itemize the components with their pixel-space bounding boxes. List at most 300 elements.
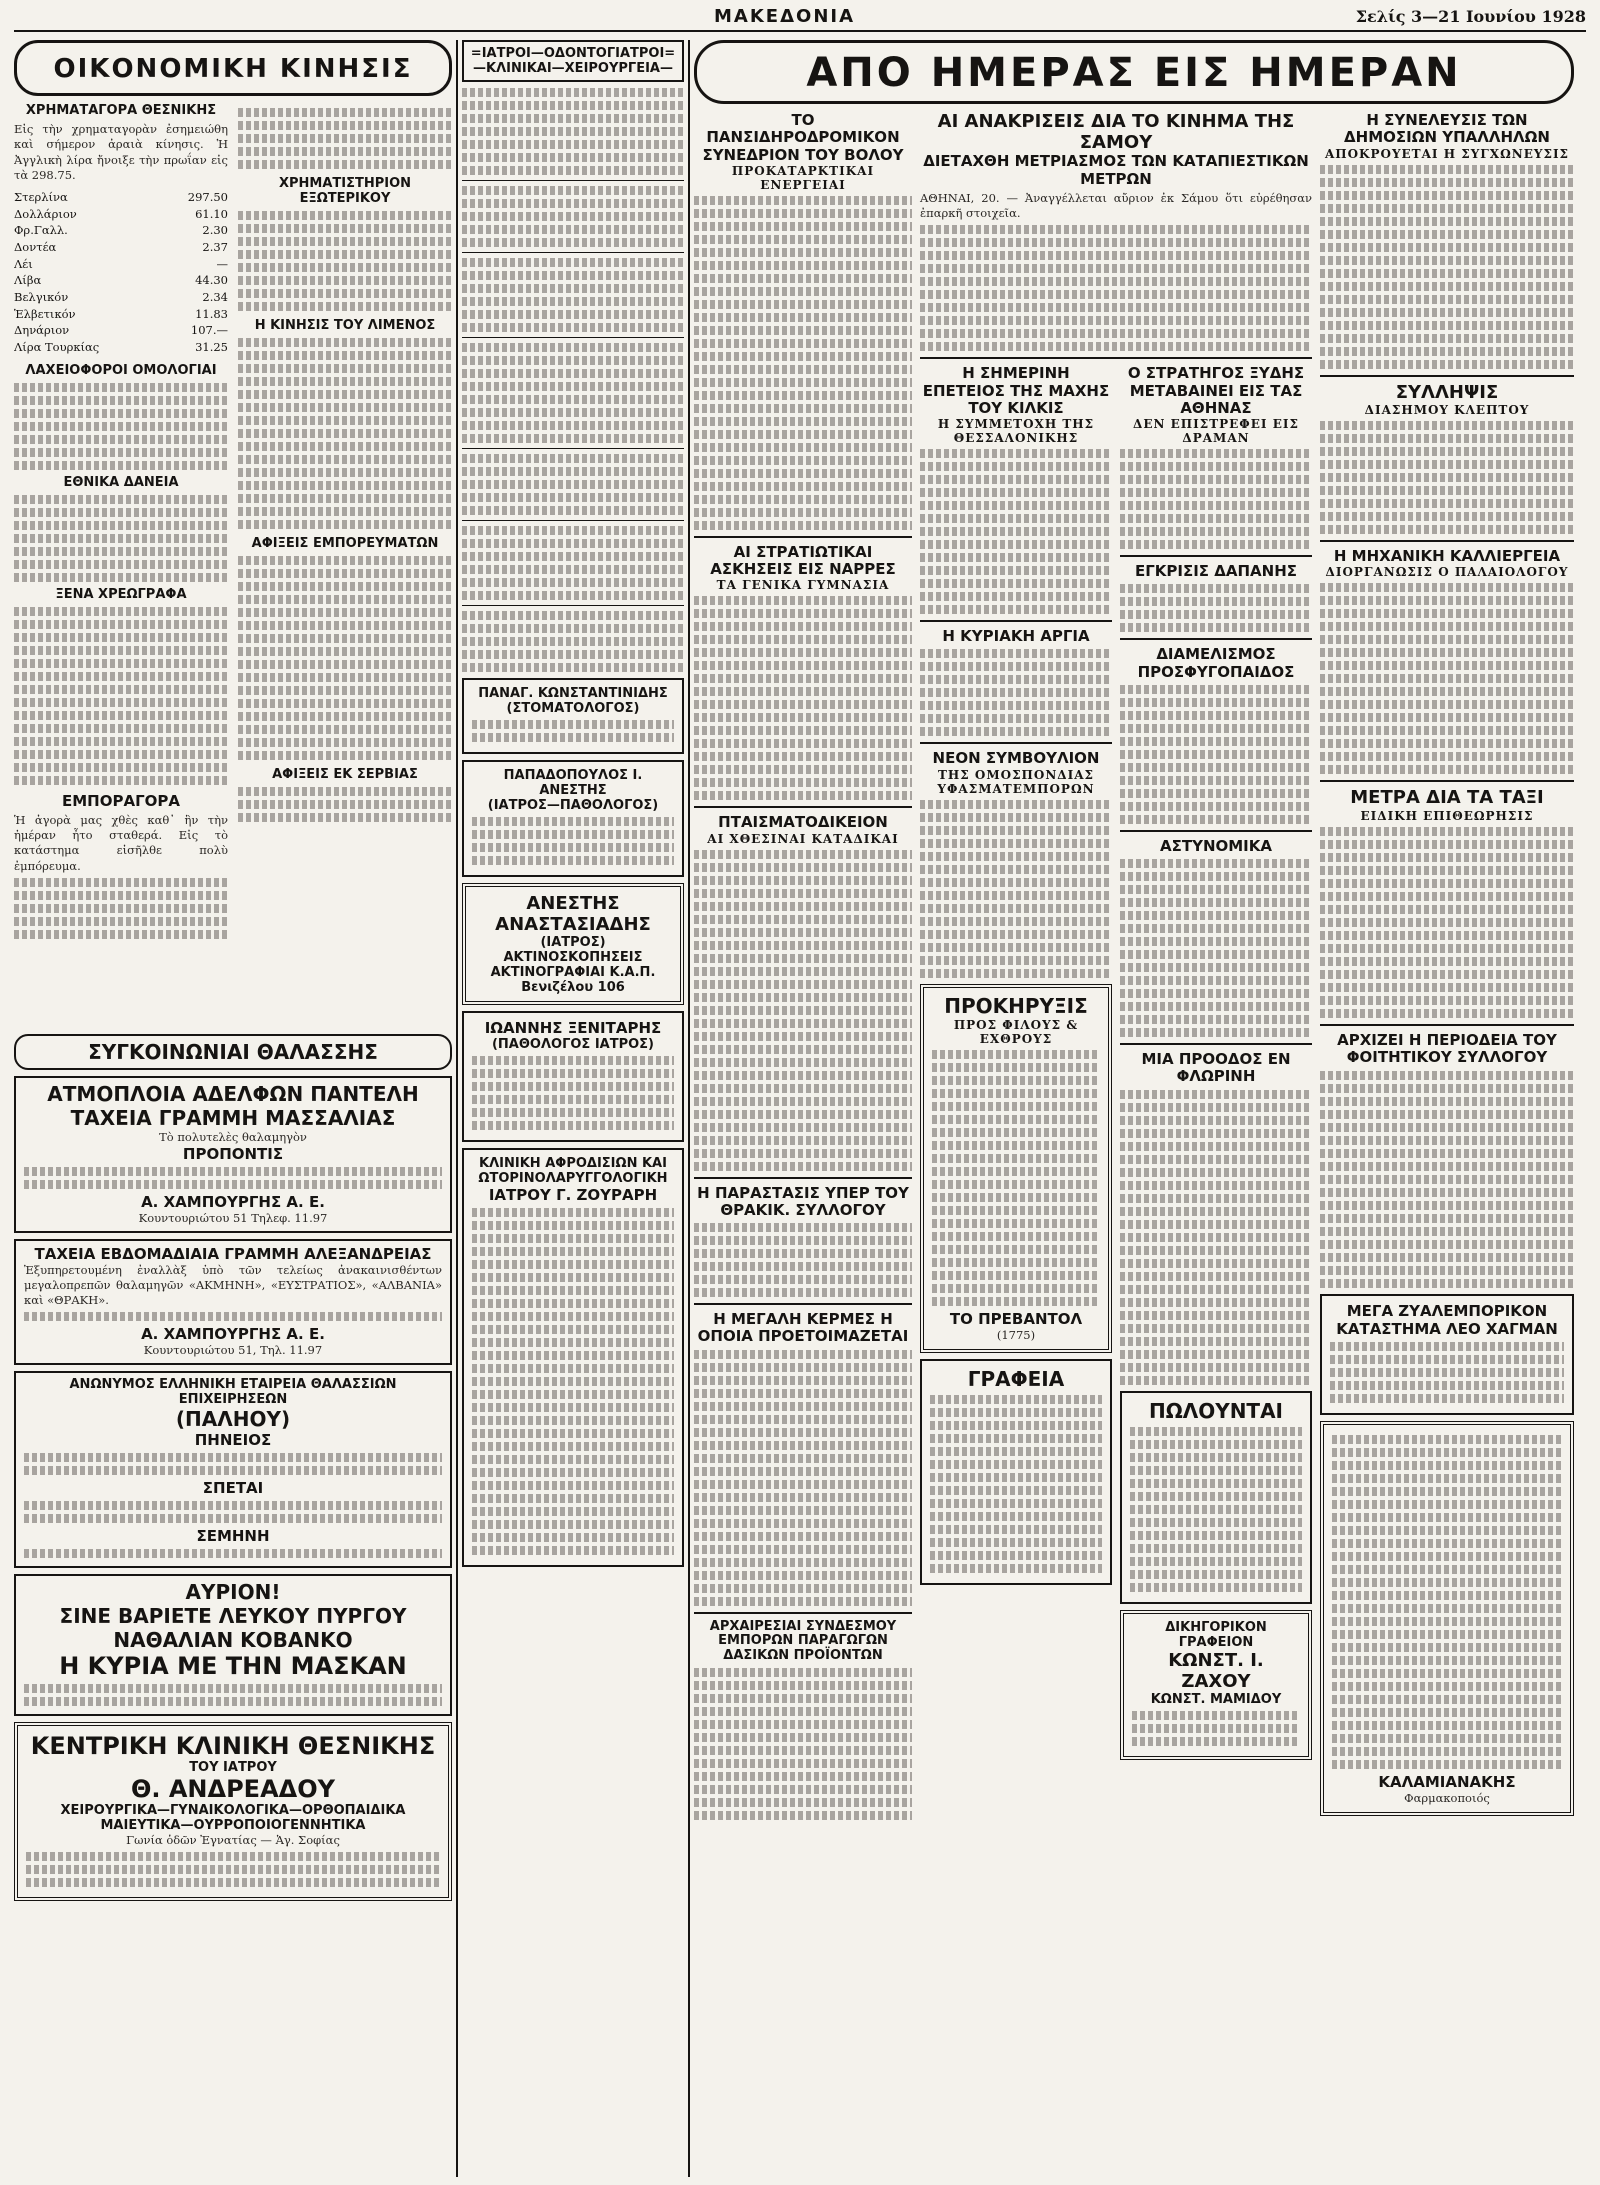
text-line bbox=[920, 969, 1112, 978]
doctor-ad-4 bbox=[462, 1011, 684, 1142]
text-line bbox=[462, 225, 684, 234]
text-line bbox=[14, 763, 228, 772]
text-line bbox=[14, 461, 228, 470]
news-column bbox=[694, 40, 1574, 2177]
text-line bbox=[1332, 1513, 1562, 1522]
quote-row bbox=[14, 272, 228, 289]
text-line bbox=[472, 1533, 674, 1542]
text-line bbox=[1320, 765, 1574, 774]
text-line bbox=[14, 620, 228, 629]
quote-row bbox=[14, 206, 228, 223]
text-line bbox=[238, 813, 452, 822]
text-line bbox=[462, 382, 684, 391]
text-line bbox=[694, 430, 912, 439]
text-line bbox=[472, 843, 674, 852]
lottery-heading: ΛΑΧΕΙΟΦΟΡΟΙ ΟΜΟΛΟΓΙΑΙ bbox=[25, 362, 217, 378]
text-line bbox=[472, 1260, 674, 1269]
text-line bbox=[1132, 1711, 1300, 1720]
text-line bbox=[462, 454, 684, 463]
headline-text: Ο ΣΤΡΑΤΗΓΟΣ ΞΥΔΗΣ ΜΕΤΑΒΑΙΝΕΙ ΕΙΣ ΤΑΣ ΑΘΗΝΑΣ bbox=[1127, 364, 1305, 417]
text-line bbox=[1120, 911, 1312, 920]
text-line bbox=[694, 196, 912, 205]
text-line bbox=[1120, 1324, 1312, 1333]
text-line bbox=[694, 1506, 912, 1515]
headline-text: Ἐξυπηρετουμένη ἐναλλὰξ ὑπὸ τῶν τελείως ἀνακαινισθέντων μεγαλοπρεπῶν θαλαμηγῶν «ΑΚΜΗΝΗ», «ΕΥΣΤΡΑΤΙΟΣ», «ΑΛΒΑΝΙΑ» καὶ «ΘΡΑΚΗ». bbox=[24, 1262, 442, 1308]
text-line bbox=[930, 1473, 1102, 1482]
text-line bbox=[1130, 1518, 1302, 1527]
text-line bbox=[920, 904, 1112, 913]
divider bbox=[462, 337, 684, 338]
market-subcolumn bbox=[14, 104, 228, 1034]
text-line bbox=[1320, 944, 1574, 953]
text-line bbox=[694, 596, 912, 605]
headline-text: Η ΠΑΡΑΣΤΑΣΙΣ ΥΠΕΡ ΤΟΥ ΘΡΑΚΙΚ. ΣΥΛΛΟΓΟΥ bbox=[697, 1183, 909, 1219]
headline-text: Ἑλβετικόν bbox=[14, 306, 76, 321]
text-line bbox=[1120, 950, 1312, 959]
text-line bbox=[238, 725, 452, 734]
text-line bbox=[920, 839, 1112, 848]
text-line bbox=[930, 1564, 1102, 1573]
text-line bbox=[930, 1499, 1102, 1508]
text-line bbox=[1330, 1394, 1564, 1403]
text-line bbox=[1120, 724, 1312, 733]
text-line bbox=[920, 930, 1112, 939]
text-line bbox=[694, 915, 912, 924]
text-line bbox=[920, 852, 1112, 861]
doctor-ad-1 bbox=[462, 678, 684, 754]
text-line bbox=[694, 1746, 912, 1755]
text-line bbox=[472, 1351, 674, 1360]
headline-text: ΜΙΑ ΠΡΟΟΔΟΣ ΕΝ ΦΛΩΡΙΝΗ bbox=[1141, 1050, 1291, 1086]
text-line bbox=[694, 521, 912, 530]
text-line bbox=[238, 468, 452, 477]
text-line bbox=[1120, 1207, 1312, 1216]
text-line bbox=[1120, 859, 1312, 868]
headline-text: ΠΤΑΙΣΜΑΤΟΔΙΚΕΙΟΝ bbox=[718, 813, 888, 832]
shipping-ad-3 bbox=[14, 1371, 452, 1568]
text-line bbox=[1320, 1071, 1574, 1080]
text-line bbox=[694, 235, 912, 244]
text-line bbox=[694, 378, 912, 387]
proclamation-ad bbox=[920, 984, 1112, 1353]
text-line bbox=[1320, 1149, 1574, 1158]
text-line bbox=[694, 609, 912, 618]
text-line bbox=[238, 608, 452, 617]
headline-text: ΚΩΝΣΤ. ΜΑΜΙΔΟΥ bbox=[1150, 1691, 1282, 1707]
text-line bbox=[14, 448, 228, 457]
text-line bbox=[930, 1447, 1102, 1456]
text-line bbox=[694, 1058, 912, 1067]
text-line bbox=[462, 310, 684, 319]
clinic-ad bbox=[14, 1722, 452, 1901]
text-line bbox=[14, 607, 228, 616]
text-line bbox=[1120, 711, 1312, 720]
text-line bbox=[1120, 763, 1312, 772]
text-line bbox=[14, 633, 228, 642]
text-line bbox=[26, 1852, 440, 1861]
headline-text: Βενιζέλου 106 bbox=[521, 980, 625, 995]
text-line bbox=[472, 1286, 674, 1295]
masthead bbox=[14, 6, 1586, 32]
doctor-ad-5 bbox=[462, 1148, 684, 1567]
text-line bbox=[462, 199, 684, 208]
shipping-ad-2 bbox=[14, 1239, 452, 1365]
text-line bbox=[1320, 726, 1574, 735]
text-line bbox=[694, 1249, 912, 1258]
headline-text: Θ. ΑΝΔΡΕΑΔΟΥ bbox=[130, 1774, 336, 1803]
text-line bbox=[694, 443, 912, 452]
text-line bbox=[472, 1546, 674, 1555]
text-line bbox=[24, 1466, 442, 1475]
text-line bbox=[920, 688, 1112, 697]
divider bbox=[694, 1612, 912, 1614]
headline-text: ΣΥΛΛΗΨΙΣ bbox=[1395, 381, 1499, 403]
text-line bbox=[920, 225, 1312, 234]
headline-text: Η ΣΥΜΜΕΤΟΧΗ ΤΗΣ ΘΕΣΣΑΛΟΝΙΚΗΣ bbox=[937, 417, 1095, 446]
text-line bbox=[1320, 1123, 1574, 1132]
text-line bbox=[14, 573, 228, 582]
text-line bbox=[920, 605, 1112, 614]
text-line bbox=[694, 1441, 912, 1450]
text-line bbox=[694, 635, 912, 644]
headline-text: Α. ΧΑΜΠΟΥΡΓΗΣ Α. Ε. bbox=[141, 1325, 325, 1344]
text-line bbox=[694, 248, 912, 257]
text-line bbox=[930, 1538, 1102, 1547]
text-line bbox=[472, 1056, 674, 1065]
divider bbox=[1120, 1043, 1312, 1045]
quote-row bbox=[14, 339, 228, 356]
text-line bbox=[694, 941, 912, 950]
text-line bbox=[462, 238, 684, 247]
text-line bbox=[462, 408, 684, 417]
law-office-ad bbox=[1120, 1610, 1312, 1760]
divider bbox=[1320, 1024, 1574, 1026]
text-line bbox=[694, 1493, 912, 1502]
text-line bbox=[238, 250, 452, 259]
text-line bbox=[1320, 165, 1574, 174]
text-line bbox=[694, 1772, 912, 1781]
divider bbox=[1120, 555, 1312, 557]
quote-row bbox=[14, 189, 228, 206]
text-line bbox=[1120, 872, 1312, 881]
text-line bbox=[694, 1019, 912, 1028]
text-line bbox=[1120, 475, 1312, 484]
headline-text: Κουντουριώτου 51 Τηλεφ. 11.97 bbox=[138, 1211, 328, 1226]
text-line bbox=[920, 878, 1112, 887]
text-line bbox=[1320, 308, 1574, 317]
text-line bbox=[694, 1363, 912, 1372]
headline-text: — bbox=[216, 256, 228, 271]
doctor-ad-2 bbox=[462, 760, 684, 877]
text-line bbox=[238, 621, 452, 630]
text-line bbox=[1332, 1474, 1562, 1483]
text-line bbox=[920, 579, 1112, 588]
text-line bbox=[14, 646, 228, 655]
text-line bbox=[1320, 1188, 1574, 1197]
text-line bbox=[1120, 501, 1312, 510]
text-line bbox=[694, 391, 912, 400]
text-line bbox=[1320, 853, 1574, 862]
text-line bbox=[1320, 1009, 1574, 1018]
text-line bbox=[1332, 1721, 1562, 1730]
text-line bbox=[694, 1097, 912, 1106]
text-line bbox=[694, 980, 912, 989]
divider bbox=[1320, 375, 1574, 377]
text-line bbox=[472, 1416, 674, 1425]
text-line bbox=[14, 383, 228, 392]
text-line bbox=[462, 369, 684, 378]
headline-text: 107.— bbox=[190, 323, 228, 338]
text-line bbox=[1332, 1487, 1562, 1496]
quote-row bbox=[14, 306, 228, 323]
text-line bbox=[1320, 1214, 1574, 1223]
text-line bbox=[1120, 1350, 1312, 1359]
headline-text: 11.83 bbox=[195, 306, 228, 321]
headline-text: ΠΩΛΟΥΝΤΑΙ bbox=[1148, 1398, 1283, 1423]
headline-text: ΑΙ ΑΝΑΚΡΙΣΕΙΣ ΔΙΑ ΤΟ ΚΙΝΗΜΑ ΤΗΣ ΣΑΜΟΥ bbox=[937, 111, 1295, 153]
text-line bbox=[694, 928, 912, 937]
text-line bbox=[14, 930, 228, 939]
text-line bbox=[1120, 963, 1312, 972]
text-line bbox=[1130, 1479, 1302, 1488]
text-line bbox=[1320, 1253, 1574, 1262]
text-line bbox=[920, 566, 1112, 575]
text-line bbox=[462, 186, 684, 195]
news-subcolumn-2 bbox=[920, 112, 1312, 1824]
text-line bbox=[920, 449, 1112, 458]
headline-text: Λίρα Τουρκίας bbox=[14, 340, 100, 355]
divider bbox=[462, 448, 684, 449]
text-line bbox=[694, 1480, 912, 1489]
text-line bbox=[1120, 527, 1312, 536]
text-line bbox=[472, 1273, 674, 1282]
headline-text: ΙΩΑΝΝΗΣ ΞΕΝΙΤΑΡΗΣ bbox=[484, 1019, 662, 1037]
text-line bbox=[1320, 486, 1574, 495]
headline-text: ΕΙΔΙΚΗ ΕΠΙΘΕΩΡΗΣΙΣ bbox=[1360, 809, 1534, 824]
text-line bbox=[1320, 178, 1574, 187]
text-line bbox=[1320, 1240, 1574, 1249]
text-line bbox=[472, 720, 674, 729]
text-line bbox=[694, 365, 912, 374]
text-line bbox=[1320, 1110, 1574, 1119]
text-line bbox=[238, 351, 452, 360]
text-line bbox=[238, 416, 452, 425]
text-line bbox=[1320, 282, 1574, 291]
text-line bbox=[694, 1110, 912, 1119]
text-line bbox=[694, 739, 912, 748]
text-line bbox=[930, 1486, 1102, 1495]
headline-text: Δοντέα bbox=[14, 240, 57, 255]
text-line bbox=[694, 1707, 912, 1716]
text-line bbox=[1320, 434, 1574, 443]
text-line bbox=[238, 556, 452, 565]
text-line bbox=[920, 800, 1112, 809]
headline-text: 2.34 bbox=[202, 290, 228, 305]
text-line bbox=[1320, 321, 1574, 330]
text-line bbox=[1120, 885, 1312, 894]
text-line bbox=[1332, 1617, 1562, 1626]
text-line bbox=[462, 650, 684, 659]
divider bbox=[920, 620, 1112, 622]
text-line bbox=[1120, 1142, 1312, 1151]
headline-text: ΑΥΡΙΟΝ! bbox=[185, 1579, 281, 1604]
text-line bbox=[1332, 1552, 1562, 1561]
port-heading: Η ΚΙΝΗΣΙΣ ΤΟΥ ΛΙΜΕΝΟΣ bbox=[254, 317, 436, 333]
headline-text: ΑΡΧΑΙΡΕΣΙΑΙ ΣΥΝΔΕΣΜΟΥ ΕΜΠΟΡΩΝ ΠΑΡΑΓΩΓΩΝ ΔΑΣΙΚΩΝ ΠΡΟΪΟΝΤΩΝ bbox=[709, 1618, 897, 1664]
text-line bbox=[694, 1071, 912, 1080]
headline-text: ΤΑ ΓΕΝΙΚΑ ΓΥΜΝΑΣΙΑ bbox=[716, 578, 890, 593]
text-line bbox=[462, 212, 684, 221]
text-line bbox=[694, 1288, 912, 1297]
text-line bbox=[24, 1697, 442, 1706]
text-line bbox=[24, 1180, 442, 1189]
headline-text: Η ΜΗΧΑΝΙΚΗ ΚΑΛΛΙΕΡΓΕΙΑ bbox=[1333, 547, 1561, 566]
text-line bbox=[694, 482, 912, 491]
text-line bbox=[1120, 540, 1312, 549]
text-line bbox=[1320, 583, 1574, 592]
text-line bbox=[1120, 1002, 1312, 1011]
headline-text: (ΠΑΛΗΟΥ) bbox=[175, 1406, 291, 1431]
text-line bbox=[1320, 269, 1574, 278]
text-line bbox=[694, 1428, 912, 1437]
text-line bbox=[14, 672, 228, 681]
text-line bbox=[472, 1082, 674, 1091]
text-line bbox=[14, 698, 228, 707]
text-line bbox=[462, 114, 684, 123]
text-line bbox=[694, 508, 912, 517]
column-rule bbox=[456, 40, 458, 2177]
text-line bbox=[694, 687, 912, 696]
headline-text: ΤΟΥ ΙΑΤΡΟΥ bbox=[189, 1759, 277, 1775]
text-line bbox=[932, 1063, 1100, 1072]
text-line bbox=[238, 787, 452, 796]
text-line bbox=[238, 712, 452, 721]
text-line bbox=[1320, 499, 1574, 508]
text-line bbox=[472, 1325, 674, 1334]
text-line bbox=[462, 467, 684, 476]
text-line bbox=[1120, 1129, 1312, 1138]
text-line bbox=[694, 954, 912, 963]
text-line bbox=[14, 659, 228, 668]
text-line bbox=[472, 1095, 674, 1104]
text-line bbox=[1120, 1181, 1312, 1190]
stock-subcolumn bbox=[238, 104, 452, 1034]
text-line bbox=[694, 889, 912, 898]
text-line bbox=[24, 1312, 442, 1321]
divider bbox=[462, 252, 684, 253]
text-line bbox=[238, 673, 452, 682]
text-line bbox=[694, 778, 912, 787]
text-line bbox=[694, 863, 912, 872]
text-line bbox=[932, 1193, 1100, 1202]
text-line bbox=[24, 1684, 442, 1693]
text-line bbox=[472, 1069, 674, 1078]
doctors-column bbox=[462, 40, 684, 2177]
text-line bbox=[694, 752, 912, 761]
text-line bbox=[1120, 898, 1312, 907]
text-line bbox=[238, 442, 452, 451]
text-line bbox=[472, 1429, 674, 1438]
text-line bbox=[1320, 648, 1574, 657]
text-line bbox=[920, 727, 1112, 736]
headline-text: 2.30 bbox=[202, 223, 228, 238]
headline-text: ΑΘΗΝΑΙ, 20. — Ἀναγγέλλεται αὔριον ἐκ Σάμου ὅτι εὑρέθησαν ἐπαρκῆ στοιχεῖα. bbox=[920, 190, 1312, 221]
headline-text: ΤΟ ΠΡΕΒΑΝΤΟΛ bbox=[949, 1309, 1083, 1328]
divider bbox=[920, 742, 1112, 744]
text-line bbox=[14, 776, 228, 785]
text-line bbox=[932, 1089, 1100, 1098]
text-line bbox=[1332, 1643, 1562, 1652]
text-line bbox=[694, 1223, 912, 1232]
text-line bbox=[694, 1519, 912, 1528]
offices-ad bbox=[920, 1359, 1112, 1585]
text-line bbox=[932, 1206, 1100, 1215]
text-line bbox=[1320, 1175, 1574, 1184]
text-line bbox=[920, 277, 1312, 286]
text-line bbox=[1320, 191, 1574, 200]
text-line bbox=[920, 943, 1112, 952]
text-line bbox=[1320, 635, 1574, 644]
text-line bbox=[238, 647, 452, 656]
text-line bbox=[1130, 1544, 1302, 1553]
text-line bbox=[472, 1442, 674, 1451]
text-line bbox=[238, 429, 452, 438]
headline-text: Γωνία ὁδῶν Ἐγνατίας — Ἁγ. Σοφίας bbox=[126, 1832, 340, 1847]
text-line bbox=[1320, 1227, 1574, 1236]
text-line bbox=[920, 475, 1112, 484]
text-line bbox=[472, 856, 674, 865]
text-line bbox=[1320, 918, 1574, 927]
text-line bbox=[694, 1681, 912, 1690]
text-line bbox=[462, 166, 684, 175]
text-line bbox=[238, 160, 452, 169]
text-line bbox=[14, 422, 228, 431]
text-line bbox=[238, 364, 452, 373]
headline-text: ΓΡΑΦΕΙΑ bbox=[967, 1366, 1065, 1391]
headline-text: 31.25 bbox=[195, 340, 228, 355]
headline-text: 297.50 bbox=[187, 190, 228, 205]
headline-text: Λίβα bbox=[14, 273, 42, 288]
text-line bbox=[462, 271, 684, 280]
headline-text: ΜΕΤΡΑ ΔΙΑ ΤΑ ΤΑΞΙ bbox=[1350, 787, 1544, 809]
headline-text: (ΠΑΘΟΛΟΓΟΣ ΙΑΤΡΟΣ) bbox=[491, 1037, 654, 1052]
text-line bbox=[1332, 1461, 1562, 1470]
headline-text: ΚΩΝΣΤ. Ι. ΖΑΧΟΥ bbox=[1168, 1649, 1264, 1692]
text-line bbox=[694, 1402, 912, 1411]
news-subcolumn-3 bbox=[1320, 112, 1574, 1824]
text-line bbox=[932, 1284, 1100, 1293]
arrivals-heading: ΑΦΙΞΕΙΣ ΕΜΠΟΡΕΥΜΑΤΩΝ bbox=[251, 535, 439, 551]
text-line bbox=[14, 435, 228, 444]
text-line bbox=[462, 153, 684, 162]
text-line bbox=[694, 456, 912, 465]
text-line bbox=[1320, 295, 1574, 304]
text-line bbox=[462, 101, 684, 110]
headline-text: ΑΝΕΣΤΗΣ ΑΝΑΣΤΑΣΙΑΔΗΣ bbox=[495, 893, 651, 935]
text-line bbox=[1130, 1557, 1302, 1566]
news-banner: ΑΠΟ ΗΜΕΡΑΣ ΕΙΣ ΗΜΕΡΑΝ bbox=[694, 40, 1574, 104]
text-line bbox=[694, 261, 912, 270]
text-line bbox=[694, 1006, 912, 1015]
text-line bbox=[694, 1759, 912, 1768]
text-line bbox=[472, 1247, 674, 1256]
text-line bbox=[462, 297, 684, 306]
text-line bbox=[1330, 1368, 1564, 1377]
text-line bbox=[694, 339, 912, 348]
text-line bbox=[694, 1262, 912, 1271]
headline-text: ΔΙΑΜΕΛΙΣΜΟΣ ΠΡΟΣΦΥΓΟΠΑΙΔΟΣ bbox=[1137, 645, 1295, 681]
text-line bbox=[472, 1338, 674, 1347]
